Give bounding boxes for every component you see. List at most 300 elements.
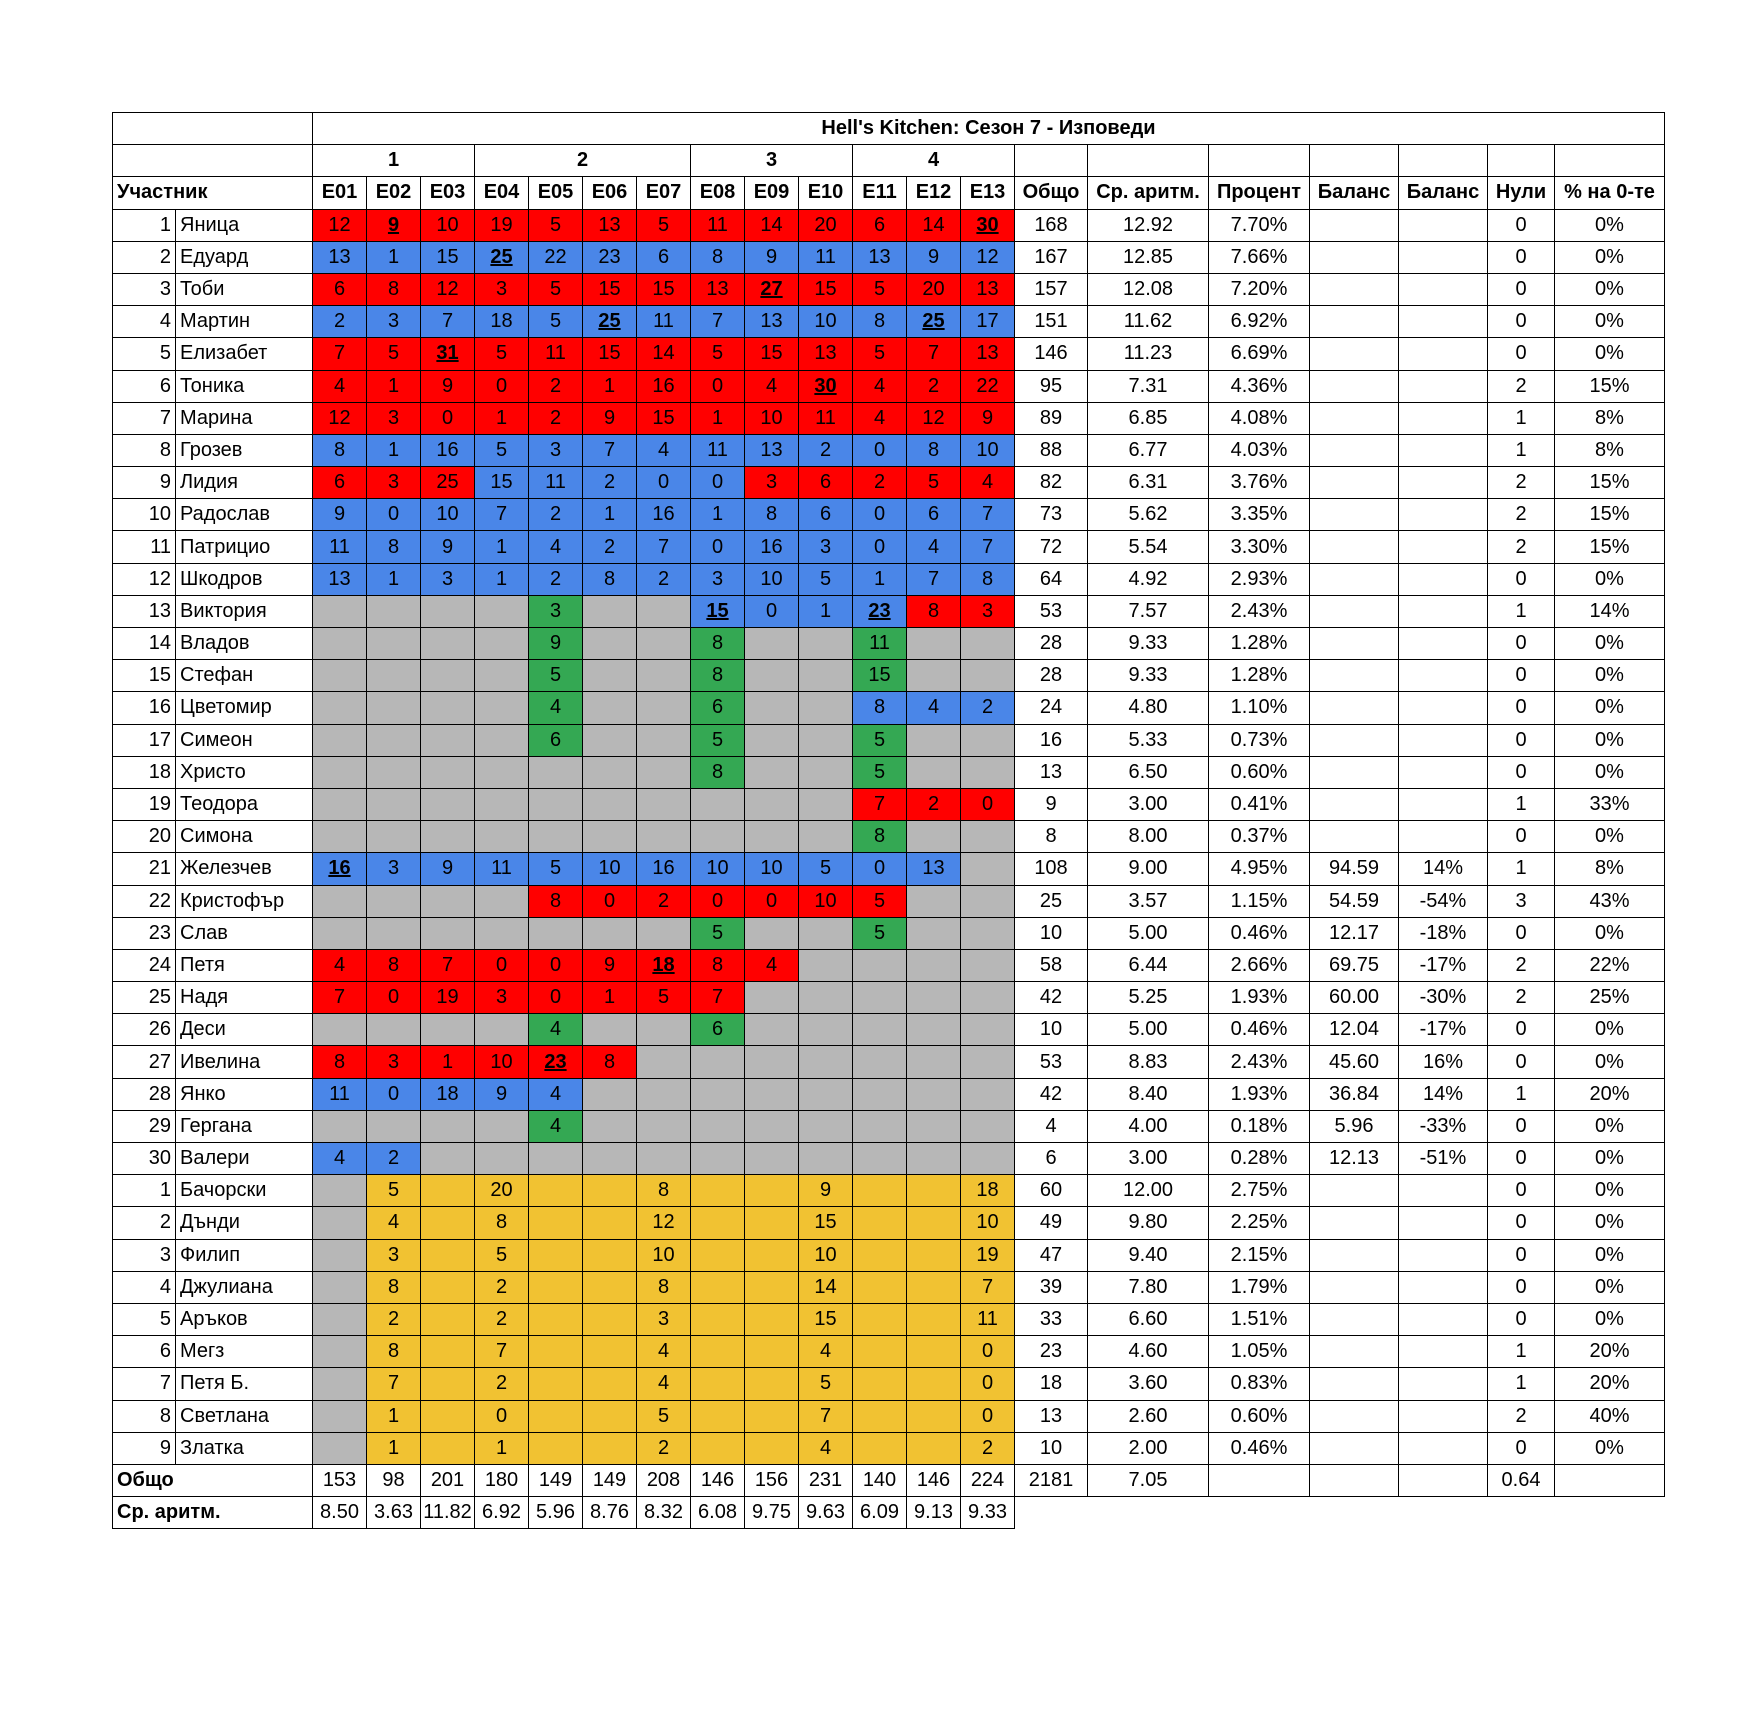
episode-cell xyxy=(907,949,961,981)
balance-cell xyxy=(1310,1432,1399,1464)
episode-cell: 5 xyxy=(907,467,961,499)
episode-cell: 9 xyxy=(421,853,475,885)
episode-cell: 20 xyxy=(475,1175,529,1207)
episode-cell: 11 xyxy=(529,338,583,370)
footer-total-cell: 208 xyxy=(637,1464,691,1496)
episode-cell xyxy=(367,756,421,788)
table-row xyxy=(113,209,1665,241)
name-cell: Железчев xyxy=(176,853,313,885)
rank-cell: 11 xyxy=(113,531,176,563)
name-cell: Мегз xyxy=(176,1336,313,1368)
avg-cell: 6.44 xyxy=(1088,949,1209,981)
episode-cell: 4 xyxy=(853,370,907,402)
name-cell: Деси xyxy=(176,1014,313,1046)
episode-cell xyxy=(907,1078,961,1110)
rank-cell: 4 xyxy=(113,306,176,338)
episode-cell: 8 xyxy=(475,1207,529,1239)
episode-cell: 6 xyxy=(529,724,583,756)
percent-cell: 1.93% xyxy=(1209,982,1310,1014)
episode-cell: 2 xyxy=(961,1432,1015,1464)
zero-pct-cell: 43% xyxy=(1555,885,1665,917)
episode-cell: 10 xyxy=(745,563,799,595)
episode-cell xyxy=(691,1110,745,1142)
episode-cell: 7 xyxy=(313,338,367,370)
table-row xyxy=(113,1046,1665,1078)
episode-cell: 3 xyxy=(367,853,421,885)
zeros-cell: 0 xyxy=(1488,821,1555,853)
episode-cell xyxy=(583,595,637,627)
episode-cell xyxy=(799,1046,853,1078)
avg-cell: 12.85 xyxy=(1088,241,1209,273)
week-blank-cell xyxy=(113,145,313,177)
avg-cell: 4.92 xyxy=(1088,563,1209,595)
episode-cell xyxy=(961,982,1015,1014)
name-cell: Петя Б. xyxy=(176,1368,313,1400)
episode-cell: 4 xyxy=(799,1336,853,1368)
total-cell: 49 xyxy=(1015,1207,1088,1239)
zero-pct-cell: 0% xyxy=(1555,628,1665,660)
episode-cell xyxy=(853,1400,907,1432)
episode-cell xyxy=(313,628,367,660)
rank-cell: 30 xyxy=(113,1143,176,1175)
episode-cell: 11 xyxy=(853,628,907,660)
footer-avg-cell: 6.09 xyxy=(853,1497,907,1529)
total-cell: 146 xyxy=(1015,338,1088,370)
episode-cell xyxy=(799,1110,853,1142)
episode-cell xyxy=(421,1400,475,1432)
percent-cell: 2.43% xyxy=(1209,1046,1310,1078)
episode-cell xyxy=(637,1078,691,1110)
episode-cell xyxy=(367,628,421,660)
episode-cell xyxy=(421,692,475,724)
total-cell: 33 xyxy=(1015,1303,1088,1335)
episode-cell xyxy=(961,853,1015,885)
episode-cell: 2 xyxy=(367,1303,421,1335)
avg-cell: 5.00 xyxy=(1088,917,1209,949)
episode-cell xyxy=(637,1014,691,1046)
episode-cell xyxy=(907,885,961,917)
episode-cell xyxy=(853,1432,907,1464)
avg-cell: 6.31 xyxy=(1088,467,1209,499)
balance-pct-cell xyxy=(1399,756,1488,788)
percent-cell: 1.28% xyxy=(1209,628,1310,660)
episode-cell: 9 xyxy=(907,241,961,273)
footer-total-cell: 180 xyxy=(475,1464,529,1496)
footer-avg-cell: 9.33 xyxy=(961,1497,1015,1529)
zero-pct-cell: 15% xyxy=(1555,370,1665,402)
episode-cell xyxy=(745,1143,799,1175)
episode-cell: 19 xyxy=(421,982,475,1014)
zeros-cell: 0 xyxy=(1488,1014,1555,1046)
balance-cell xyxy=(1310,1400,1399,1432)
total-cell: 28 xyxy=(1015,660,1088,692)
percent-cell: 4.03% xyxy=(1209,434,1310,466)
balance-cell xyxy=(1310,660,1399,692)
episode-cell: 9 xyxy=(961,402,1015,434)
episode-cell: 3 xyxy=(367,1239,421,1271)
episode-cell: 5 xyxy=(691,917,745,949)
rank-cell: 18 xyxy=(113,756,176,788)
table-row xyxy=(113,402,1665,434)
episode-cell: 5 xyxy=(529,660,583,692)
episode-cell xyxy=(799,917,853,949)
balance-pct-cell xyxy=(1399,241,1488,273)
avg-cell: 3.00 xyxy=(1088,1143,1209,1175)
total-cell: 13 xyxy=(1015,1400,1088,1432)
table-row xyxy=(113,434,1665,466)
episode-cell xyxy=(907,982,961,1014)
episode-cell xyxy=(421,660,475,692)
table-row xyxy=(113,885,1665,917)
episode-cell: 8 xyxy=(691,756,745,788)
zero-pct-cell: 20% xyxy=(1555,1368,1665,1400)
episode-cell: 7 xyxy=(583,434,637,466)
episode-cell xyxy=(745,1175,799,1207)
episode-cell xyxy=(583,1336,637,1368)
footer-total-cell: 149 xyxy=(583,1464,637,1496)
episode-cell xyxy=(799,821,853,853)
percent-cell: 1.05% xyxy=(1209,1336,1310,1368)
zero-pct-cell: 0% xyxy=(1555,692,1665,724)
episode-cell: 11 xyxy=(529,467,583,499)
episode-cell xyxy=(529,1400,583,1432)
episode-cell xyxy=(475,724,529,756)
avg-cell: 9.80 xyxy=(1088,1207,1209,1239)
rank-cell: 2 xyxy=(113,1207,176,1239)
episode-cell xyxy=(313,692,367,724)
footer-avg-cell: 6.92 xyxy=(475,1497,529,1529)
episode-cell xyxy=(961,821,1015,853)
episode-cell: 4 xyxy=(907,692,961,724)
balance-pct-cell: -51% xyxy=(1399,1143,1488,1175)
episode-cell xyxy=(691,788,745,820)
episode-cell: 3 xyxy=(367,467,421,499)
footer-avg-label: Ср. аритм. xyxy=(113,1497,313,1529)
episode-cell xyxy=(313,917,367,949)
table-row xyxy=(113,1271,1665,1303)
zeros-cell: 0 xyxy=(1488,1175,1555,1207)
percent-cell: 2.93% xyxy=(1209,563,1310,595)
episode-cell xyxy=(583,1400,637,1432)
balance-pct-cell xyxy=(1399,724,1488,756)
episode-cell xyxy=(583,1271,637,1303)
footer-avg-cell: 9.13 xyxy=(907,1497,961,1529)
balance-cell xyxy=(1310,467,1399,499)
episode-cell xyxy=(421,724,475,756)
avg-cell: 6.50 xyxy=(1088,756,1209,788)
episode-cell xyxy=(853,1239,907,1271)
episode-cell xyxy=(313,1336,367,1368)
balance-cell xyxy=(1310,1368,1399,1400)
episode-cell xyxy=(853,1368,907,1400)
table-row xyxy=(113,1400,1665,1432)
zeros-cell: 0 xyxy=(1488,917,1555,949)
episode-cell: 13 xyxy=(583,209,637,241)
episode-cell: 4 xyxy=(529,1014,583,1046)
episode-cell xyxy=(313,660,367,692)
total-cell: 10 xyxy=(1015,1432,1088,1464)
episode-cell: 8 xyxy=(529,885,583,917)
episode-cell: 2 xyxy=(799,434,853,466)
balance-header: Баланс xyxy=(1310,177,1399,209)
episode-cell: 10 xyxy=(583,853,637,885)
episode-cell: 3 xyxy=(367,402,421,434)
balance-pct-cell xyxy=(1399,306,1488,338)
episode-cell: 0 xyxy=(637,467,691,499)
rank-cell: 23 xyxy=(113,917,176,949)
percent-cell: 0.60% xyxy=(1209,1400,1310,1432)
episode-cell xyxy=(421,788,475,820)
episode-header-e11: E11 xyxy=(853,177,907,209)
episode-cell xyxy=(421,885,475,917)
balance-pct-cell xyxy=(1399,467,1488,499)
episode-cell xyxy=(529,1368,583,1400)
episode-cell: 9 xyxy=(367,209,421,241)
balance-pct-cell: 14% xyxy=(1399,853,1488,885)
week-blank-cell xyxy=(1555,145,1665,177)
episode-cell: 13 xyxy=(961,338,1015,370)
episode-cell: 3 xyxy=(421,563,475,595)
episode-cell: 20 xyxy=(799,209,853,241)
episode-cell: 16 xyxy=(637,853,691,885)
balance-pct-cell xyxy=(1399,338,1488,370)
episode-cell: 25 xyxy=(421,467,475,499)
balance-cell xyxy=(1310,628,1399,660)
total-cell: 82 xyxy=(1015,467,1088,499)
balance-pct-cell xyxy=(1399,595,1488,627)
episode-cell: 4 xyxy=(853,402,907,434)
zeros-cell: 1 xyxy=(1488,595,1555,627)
week-blank-cell xyxy=(1015,145,1088,177)
episode-cell: 18 xyxy=(637,949,691,981)
avg-cell: 7.80 xyxy=(1088,1271,1209,1303)
episode-cell xyxy=(745,1014,799,1046)
rank-cell: 15 xyxy=(113,660,176,692)
episode-cell xyxy=(745,821,799,853)
zero-pct-cell: 0% xyxy=(1555,1207,1665,1239)
episode-cell xyxy=(475,821,529,853)
episode-cell: 4 xyxy=(745,370,799,402)
episode-cell: 16 xyxy=(637,370,691,402)
episode-cell xyxy=(529,1175,583,1207)
rank-cell: 1 xyxy=(113,1175,176,1207)
title-row xyxy=(113,113,1665,145)
episode-cell: 31 xyxy=(421,338,475,370)
footer-total-cell: 140 xyxy=(853,1464,907,1496)
zeros-cell: 2 xyxy=(1488,949,1555,981)
episode-cell xyxy=(907,1303,961,1335)
episode-cell xyxy=(367,917,421,949)
zeros-cell: 0 xyxy=(1488,338,1555,370)
grand-total-cell: 2181 xyxy=(1015,1464,1088,1496)
zero-pct-cell: 0% xyxy=(1555,338,1665,370)
episode-cell xyxy=(799,692,853,724)
percent-header: Процент xyxy=(1209,177,1310,209)
episode-cell: 8 xyxy=(583,1046,637,1078)
rank-cell: 3 xyxy=(113,1239,176,1271)
zeros-cell: 2 xyxy=(1488,531,1555,563)
episode-header-e12: E12 xyxy=(907,177,961,209)
rank-cell: 25 xyxy=(113,982,176,1014)
episode-cell xyxy=(961,1143,1015,1175)
episode-cell: 4 xyxy=(907,531,961,563)
name-cell: Дънди xyxy=(176,1207,313,1239)
table-row xyxy=(113,821,1665,853)
episode-cell: 3 xyxy=(475,982,529,1014)
episode-cell xyxy=(853,1175,907,1207)
episode-cell: 8 xyxy=(691,949,745,981)
percent-cell: 2.25% xyxy=(1209,1207,1310,1239)
rank-cell: 21 xyxy=(113,853,176,885)
balance-cell xyxy=(1310,370,1399,402)
episode-header-e03: E03 xyxy=(421,177,475,209)
balance-pct-cell xyxy=(1399,660,1488,692)
episode-cell: 6 xyxy=(853,209,907,241)
total-cell: 39 xyxy=(1015,1271,1088,1303)
episode-cell xyxy=(475,917,529,949)
episode-cell xyxy=(313,1271,367,1303)
zeros-cell: 1 xyxy=(1488,1078,1555,1110)
balance-cell xyxy=(1310,1175,1399,1207)
episode-cell xyxy=(475,788,529,820)
table-row xyxy=(113,1143,1665,1175)
balance-cell xyxy=(1310,1207,1399,1239)
zeros-cell: 0 xyxy=(1488,1239,1555,1271)
table-row xyxy=(113,756,1665,788)
episode-header-e04: E04 xyxy=(475,177,529,209)
episode-cell xyxy=(745,1046,799,1078)
episode-cell xyxy=(529,1336,583,1368)
table-row xyxy=(113,467,1665,499)
balance-cell: 45.60 xyxy=(1310,1046,1399,1078)
episode-cell xyxy=(799,949,853,981)
episode-cell: 7 xyxy=(421,306,475,338)
episode-cell xyxy=(907,1271,961,1303)
episode-cell xyxy=(313,885,367,917)
episode-cell: 14 xyxy=(799,1271,853,1303)
percent-cell: 7.66% xyxy=(1209,241,1310,273)
episode-cell xyxy=(853,949,907,981)
episode-cell xyxy=(637,692,691,724)
episode-cell xyxy=(745,1368,799,1400)
episode-cell: 7 xyxy=(475,1336,529,1368)
episode-cell xyxy=(853,1014,907,1046)
episode-cell: 0 xyxy=(691,370,745,402)
avg-cell: 7.57 xyxy=(1088,595,1209,627)
zeros-total-cell: 0.64 xyxy=(1488,1464,1555,1496)
episode-cell xyxy=(907,1110,961,1142)
table-row xyxy=(113,660,1665,692)
balance-pct-cell xyxy=(1399,209,1488,241)
balance-cell xyxy=(1310,756,1399,788)
episode-cell: 8 xyxy=(637,1175,691,1207)
avg-cell: 6.85 xyxy=(1088,402,1209,434)
episode-cell: 18 xyxy=(475,306,529,338)
episode-cell: 8 xyxy=(313,434,367,466)
table-title: Hell's Kitchen: Сезон 7 - Изповеди xyxy=(313,113,1665,145)
episode-cell: 5 xyxy=(799,563,853,595)
episode-cell: 0 xyxy=(961,1336,1015,1368)
episode-cell xyxy=(745,788,799,820)
name-cell: Ивелина xyxy=(176,1046,313,1078)
episode-cell: 7 xyxy=(853,788,907,820)
episode-cell xyxy=(691,1303,745,1335)
episode-cell: 3 xyxy=(475,273,529,305)
episode-cell: 8 xyxy=(961,563,1015,595)
total-cell: 73 xyxy=(1015,499,1088,531)
episode-cell: 1 xyxy=(475,531,529,563)
zero-pct-cell: 8% xyxy=(1555,434,1665,466)
episode-cell: 6 xyxy=(907,499,961,531)
week-group-3: 3 xyxy=(691,145,853,177)
percent-cell: 4.36% xyxy=(1209,370,1310,402)
rank-cell: 10 xyxy=(113,499,176,531)
episode-cell: 2 xyxy=(475,1271,529,1303)
episode-cell xyxy=(313,1014,367,1046)
episode-cell: 10 xyxy=(799,885,853,917)
episode-cell xyxy=(475,1110,529,1142)
episode-cell: 13 xyxy=(745,434,799,466)
episode-cell xyxy=(637,660,691,692)
footer-total-cell: 98 xyxy=(367,1464,421,1496)
percent-cell: 7.20% xyxy=(1209,273,1310,305)
episode-cell: 4 xyxy=(313,370,367,402)
zero-pct-cell: 25% xyxy=(1555,982,1665,1014)
episode-cell: 4 xyxy=(313,949,367,981)
column-header-row xyxy=(113,177,1665,209)
balance-pct-cell xyxy=(1399,692,1488,724)
avg-cell: 8.83 xyxy=(1088,1046,1209,1078)
percent-cell: 4.95% xyxy=(1209,853,1310,885)
episode-cell: 9 xyxy=(475,1078,529,1110)
rank-cell: 24 xyxy=(113,949,176,981)
episode-cell: 10 xyxy=(745,402,799,434)
episode-cell: 0 xyxy=(367,982,421,1014)
rank-cell: 3 xyxy=(113,273,176,305)
episode-cell: 3 xyxy=(367,306,421,338)
episode-cell xyxy=(691,1175,745,1207)
episode-cell xyxy=(907,821,961,853)
episode-cell xyxy=(313,1303,367,1335)
episode-cell: 2 xyxy=(961,692,1015,724)
balance-pct-cell: 14% xyxy=(1399,1078,1488,1110)
episode-cell: 6 xyxy=(313,273,367,305)
balance-cell xyxy=(1310,788,1399,820)
episode-cell: 5 xyxy=(853,885,907,917)
avg-cell: 6.60 xyxy=(1088,1303,1209,1335)
rank-cell: 9 xyxy=(113,467,176,499)
episode-cell: 2 xyxy=(907,788,961,820)
zeros-cell: 2 xyxy=(1488,467,1555,499)
episode-cell xyxy=(529,1303,583,1335)
avg-cell: 8.00 xyxy=(1088,821,1209,853)
zeros-cell: 1 xyxy=(1488,402,1555,434)
name-cell: Христо xyxy=(176,756,313,788)
episode-cell: 7 xyxy=(421,949,475,981)
zeros-cell: 1 xyxy=(1488,1368,1555,1400)
balance-pct-cell xyxy=(1399,1271,1488,1303)
rank-cell: 7 xyxy=(113,1368,176,1400)
percent-cell: 6.69% xyxy=(1209,338,1310,370)
episode-cell: 0 xyxy=(853,499,907,531)
episode-cell: 25 xyxy=(583,306,637,338)
episode-cell: 17 xyxy=(961,306,1015,338)
balance-pct-cell xyxy=(1399,1303,1488,1335)
episode-cell xyxy=(961,1046,1015,1078)
episode-cell xyxy=(691,1078,745,1110)
episode-cell xyxy=(475,660,529,692)
episode-cell xyxy=(745,1271,799,1303)
